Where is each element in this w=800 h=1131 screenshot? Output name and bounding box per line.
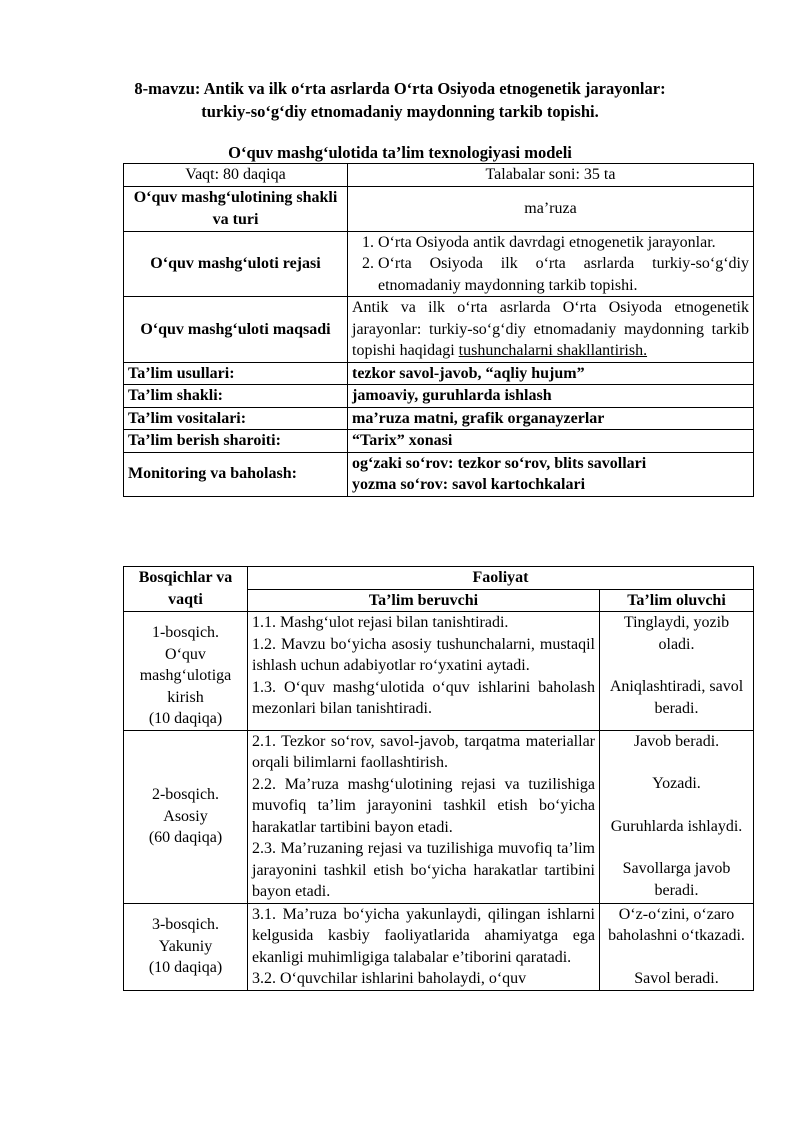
methods-value: tezkor savol-javob, “aqliy hujum” [348, 362, 754, 385]
table-row [124, 385, 754, 408]
table-row [124, 297, 754, 363]
stage-time: (10 daqiqa) [148, 710, 223, 727]
stage-time: (60 daqiqa) [148, 829, 223, 847]
stage-1-teacher [248, 612, 600, 731]
stages-table [123, 566, 754, 991]
students-cell: Talabalar soni: 35 ta [348, 164, 754, 187]
methods-label: Ta’lim usullari: [124, 362, 348, 385]
student-step: Aniqlashtiradi, savol beradi. [609, 678, 744, 717]
stage-name: 2-bosqich. [151, 786, 220, 804]
stage-2-student [600, 730, 754, 903]
student-step: Savol beradi. [634, 969, 719, 987]
stage-3-teacher [248, 903, 600, 990]
table-row [124, 567, 754, 590]
monitoring-value [348, 452, 754, 496]
lesson-model-table [123, 163, 754, 497]
table-row [124, 730, 754, 903]
stage-3-cell [124, 903, 248, 990]
form-label: O‘quv mashg‘ulotining shakli va turi [124, 186, 348, 231]
plan-value [348, 231, 754, 297]
stage-3-student [600, 903, 754, 990]
stage-time: (10 daqiqa) [148, 959, 223, 977]
student-header: Ta’lim oluvchi [600, 589, 754, 612]
form-type-label: Ta’lim shakli: [124, 385, 348, 408]
list-item: 1. O‘rta Osiyoda antik davrdagi etnogenetik jarayonlar. [378, 232, 749, 254]
goal-label: O‘quv mashg‘uloti maqsadi [124, 297, 348, 363]
tools-label: Ta’lim vositalari: [124, 407, 348, 430]
table-row [124, 362, 754, 385]
conditions-value: “Tarix” xonasi [348, 430, 754, 453]
table-row [124, 231, 754, 297]
table-row [124, 407, 754, 430]
stage-name: 3-bosqich. [151, 916, 220, 934]
document-title: 8-mavzu: Antik va ilk o‘rta asrlarda O‘rta Osiyoda etnogenetik jarayonlar: turkiy-so‘g‘diy etnomadaniy maydonning tarkib topishi. [134, 79, 666, 121]
stage-name: Yakuniy [158, 937, 213, 955]
conditions-label: Ta’lim berish sharoiti: [124, 430, 348, 453]
stage-1-cell [124, 612, 248, 731]
table-row [124, 612, 754, 731]
form-type-value: jamoaviy, guruhlarda ishlash [348, 385, 754, 408]
teacher-step: 2.3. Ma’ruzaning rejasi va tuzilishiga muvofiq ta’lim jarayonini tashkil etish bo‘yicha harakatlar tartibini bayon etadi. [252, 840, 595, 900]
student-step: Javob beradi. [633, 732, 720, 750]
stage-header: Bosqichlar va vaqti [124, 567, 248, 612]
goal-text: Antik va ilk o‘rta asrlarda O‘rta Osiyoda etnogenetik jarayonlar: turkiy-so‘g‘diy etnomadaniy maydonning tarkib topishi haqidagi [352, 299, 749, 359]
teacher-step: 1.1. Mashg‘ulot rejasi bilan tanishtiradi. [252, 614, 509, 631]
monitoring-line: og‘zaki so‘rov: tezkor so‘rov, blits savollari [352, 454, 647, 472]
student-step: O‘z-o‘zini, o‘zaro baholashni o‘tkazadi. [608, 905, 745, 944]
table-row [124, 903, 754, 990]
plan-label: O‘quv mashg‘uloti rejasi [124, 231, 348, 297]
stage-2-teacher [248, 730, 600, 903]
student-step: Yozadi. [652, 775, 701, 792]
monitoring-line: yozma so‘rov: savol kartochkalari [352, 476, 586, 493]
stage-name: Asosiy [163, 807, 208, 825]
stage-2-cell [124, 730, 248, 903]
teacher-step: 2.1. Tezkor so‘rov, savol-javob, tarqatma materiallar orqali bilimlarni faollashtirish. [252, 732, 595, 771]
stage-1-student [600, 612, 754, 731]
stage-name: 1-bosqich. [151, 624, 220, 641]
student-step: Tinglaydi, yozib oladi. [623, 614, 730, 653]
tools-value: ma’ruza matni, grafik organayzerlar [348, 407, 754, 430]
teacher-step: 1.3. O‘quv mashg‘ulotida o‘quv ishlarini baholash mezonlari bilan tanishtiradi. [252, 678, 595, 717]
student-step: Guruhlarda ishlaydi. [610, 817, 743, 835]
document-subtitle: O‘quv mashg‘ulotida ta’lim texnologiyasi modeli [228, 143, 572, 162]
teacher-step: 2.2. Ma’ruza mashg‘ulotining rejasi va tuzilishiga muvofiq ta’lim jarayonini tashkil etish bo‘yicha harakatlar tartibini bayon etadi. [252, 775, 595, 836]
table-row [124, 452, 754, 496]
plan-list [352, 232, 749, 297]
student-step: Savollarga javob beradi. [622, 860, 731, 899]
list-item: 2. O‘rta Osiyoda ilk o‘rta asrlarda turkiy-so‘g‘diy etnomadaniy maydonning tarkib topishi. [378, 253, 749, 296]
table-row [124, 164, 754, 187]
table-row [124, 430, 754, 453]
form-value: ma’ruza [348, 186, 754, 231]
time-cell: Vaqt: 80 daqiqa [124, 164, 348, 187]
goal-underlined-text: tushunchalarni shakllantirish. [458, 342, 648, 359]
teacher-step: 3.2. O‘quvchilar ishlarini baholaydi, o‘quv [252, 970, 527, 987]
teacher-step: 1.2. Mavzu bo‘yicha asosiy tushunchalarni, mustaqil ishlash uchun adabiyotlar ro‘yxatini aytadi. [252, 635, 595, 674]
goal-value [348, 297, 754, 363]
activity-header: Faoliyat [248, 567, 754, 590]
teacher-header: Ta’lim beruvchi [248, 589, 600, 612]
stage-name: O‘quv mashg‘ulotiga kirish [139, 645, 232, 706]
monitoring-label: Monitoring va baholash: [124, 452, 348, 496]
table-row [124, 186, 754, 231]
teacher-step: 3.1. Ma’ruza bo‘yicha yakunlaydi, qilingan ishlarni kelgusida kasbiy faoliyatlarida ahamiyatga ega ekanligi muhimligiga talabalar e’tiborini qaratadi. [252, 905, 595, 966]
